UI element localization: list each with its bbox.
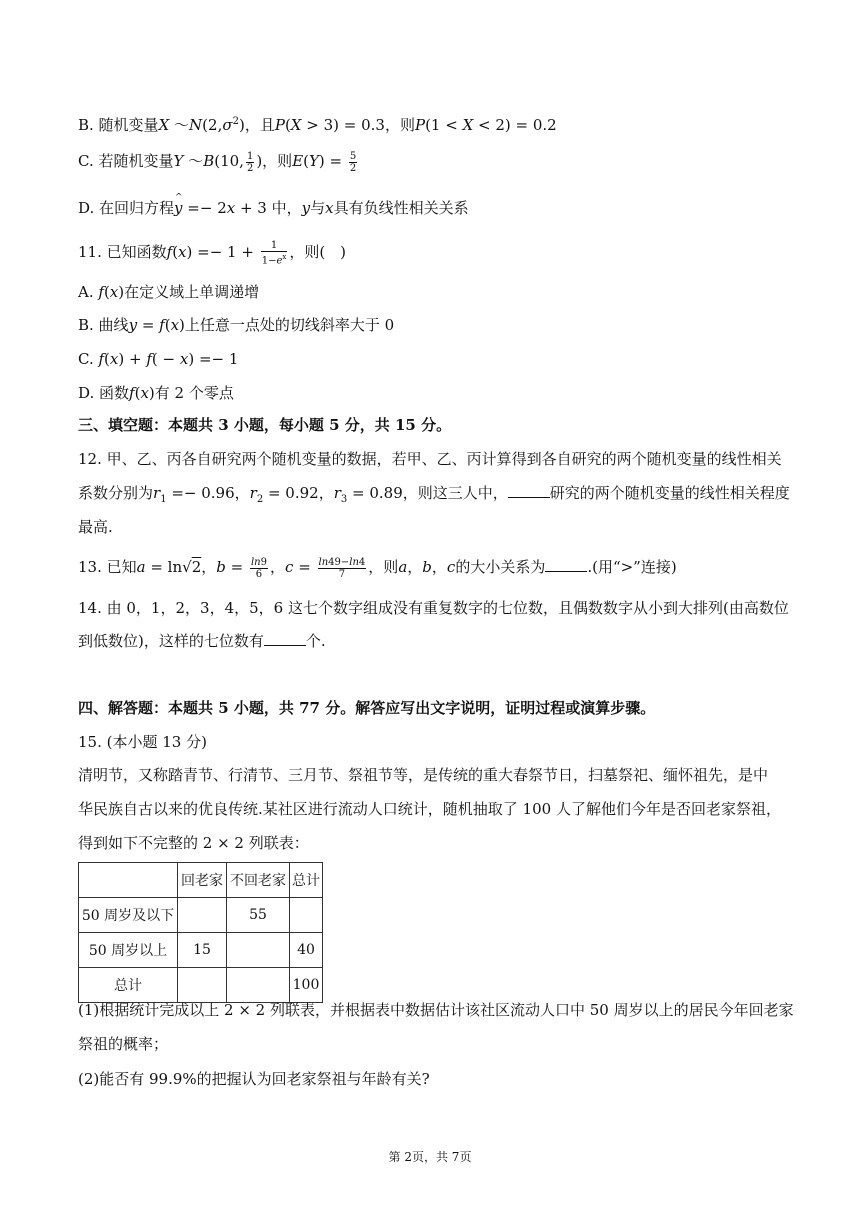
- table-cell: [290, 898, 323, 933]
- answer-blank[interactable]: [264, 631, 306, 646]
- page-footer: 第 2页，共 7页: [388, 1150, 472, 1164]
- q14-line-1: 14. 由 0，1，2，3，4，5，6 这七个数字组成没有重复数字的七位数，且偶数数字从小到大排列(由高数位: [78, 599, 789, 617]
- q15-title: 15. (本小题 13 分): [78, 733, 207, 751]
- q15-sub-2: (2)能否有 99.9%的把握认为回老家祭祖与年龄有关?: [78, 1070, 430, 1088]
- table-cell: [79, 863, 178, 898]
- table-cell: 55: [227, 898, 290, 933]
- table-header-row: [79, 863, 323, 898]
- section-3-heading: 三、填空题：本题共 3 小题，每小题 5 分，共 15 分。: [78, 416, 452, 434]
- q11-option-b: B. 曲线y = f(x)上任意一点处的切线斜率大于 0: [78, 316, 395, 334]
- q13-stem: 13. 已知a = ln√2，b = $\frac{\ln 9}{6}$ ，c = $\frac{\ln 49-\ln 4}{7}$ ，则a，b，c的大小关系为 .(用“>”连接): [78, 556, 677, 580]
- contingency-table: [78, 862, 323, 1003]
- q14-line-2: 到低数位)，这样的七位数有 个.: [78, 632, 326, 650]
- table-row: [79, 968, 323, 1003]
- table-cell: 40: [290, 933, 323, 968]
- q11-option-a: A. f(x)在定义域上单调递增: [78, 283, 260, 301]
- q10-option-d: D. 在回归方程^ y =− 2x + 3 中，y与x具有负线性相关关系: [78, 197, 469, 219]
- q11-option-c: C. f(x) + f( − x) =− 1: [78, 350, 239, 368]
- q10-option-b: B. 随机变量X $\sim N(2,\sigma^2)$，且P(X > 3) = 0.3，则P(1 < X < 2) = 0.2: [78, 116, 557, 134]
- q15-para-2: 华民族自古以来的优良传统.某社区进行流动人口统计，随机抽取了 100 人了解他们今年是否回老家祭祖，: [78, 800, 781, 818]
- q15-para-1: 清明节，又称踏青节、行清节、三月节、祭祖节等，是传统的重大春祭节日，扫墓祭祀、缅怀祖先，是中: [78, 766, 769, 784]
- q10-option-c: C. 若随机变量Y ～B(10, $\frac{1}{2}$ )，则E(Y) = $\frac{5}{2}$: [78, 150, 357, 174]
- table-cell: 回老家: [178, 863, 227, 898]
- table-cell: [178, 968, 227, 1003]
- q15-sub-1-line-2: 祭祖的概率；: [78, 1035, 169, 1053]
- table-cell: 15: [178, 933, 227, 968]
- q11-option-d: D. 函数f(x)有 2 个零点: [78, 384, 234, 402]
- table-cell: 总计: [79, 968, 178, 1003]
- table-cell: [227, 968, 290, 1003]
- answer-blank[interactable]: [508, 483, 550, 498]
- q15-para-3: 得到如下不完整的 2 × 2 列联表：: [78, 834, 309, 852]
- answer-blank[interactable]: [545, 557, 587, 572]
- table-cell: 50 周岁及以下: [79, 898, 178, 933]
- q12-line-3: 最高.: [78, 518, 113, 536]
- table-cell: 100: [290, 968, 323, 1003]
- table-cell: [178, 898, 227, 933]
- section-4-heading: 四、解答题：本题共 5 小题，共 77 分。解答应写出文字说明，证明过程或演算步骤。: [78, 699, 656, 717]
- q12-line-1: 12. 甲、乙、丙各自研究两个随机变量的数据，若甲、乙、丙计算得到各自研究的两个随机变量的线性相关: [78, 450, 782, 468]
- table-row: [79, 898, 323, 933]
- table-cell: 50 周岁以上: [79, 933, 178, 968]
- q11-stem: 11. 已知函数f(x) =− 1 + $\frac{1}{1-e^x}$ ，则( ): [78, 240, 347, 267]
- formula: X: [158, 116, 170, 134]
- table-cell: [227, 933, 290, 968]
- q12-line-2: 系数分别为$r_1 =- 0.96$，$r_2 = 0.92$，$r_3 = 0.89$，则这三人中， 研究的两个随机变量的线性相关程度: [78, 484, 790, 505]
- table-row: [79, 933, 323, 968]
- table-cell: 总计: [290, 863, 323, 898]
- q15-sub-1-line-1: (1)根据统计完成以上 2 × 2 列联表，并根据表中数据估计该社区流动人口中 50 周岁以上的居民今年回老家: [78, 1001, 794, 1019]
- table-cell: 不回老家: [227, 863, 290, 898]
